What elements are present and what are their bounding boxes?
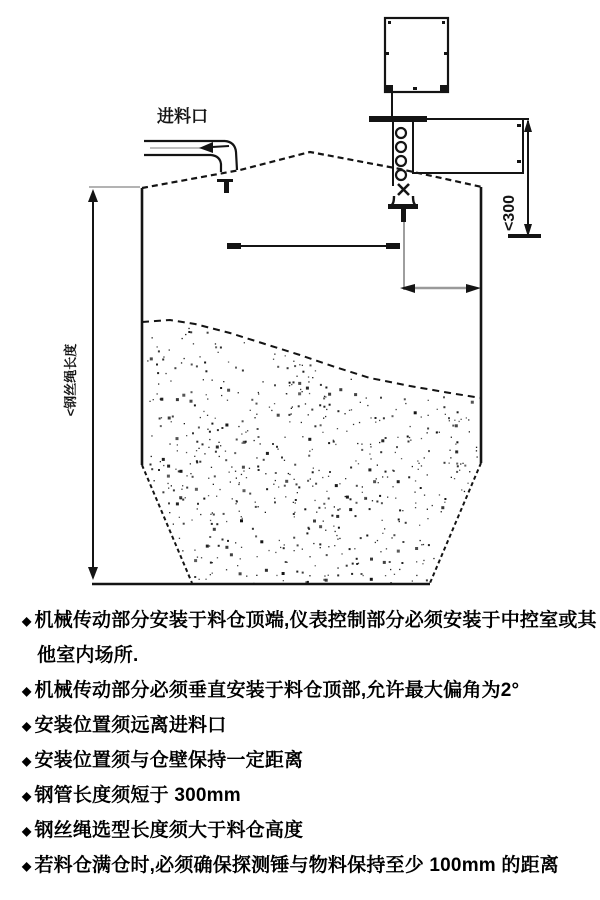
wire-rope-chain — [396, 128, 406, 180]
roof-section-block — [413, 119, 523, 173]
note-line — [22, 848, 600, 883]
note-line — [22, 743, 600, 778]
note-text: 钢管长度须短于 300mm — [34, 785, 241, 806]
control-box-screw-marks — [385, 21, 448, 91]
note-line — [22, 778, 600, 813]
material-fill — [142, 320, 481, 584]
probe-wall-dimension — [400, 284, 481, 293]
silo-roof-line — [142, 152, 482, 188]
control-box — [385, 18, 448, 92]
bullet-diamond-icon: ◆ — [22, 684, 32, 698]
note-line — [22, 673, 600, 708]
bullet-diamond-icon: ◆ — [22, 859, 32, 873]
rope-length-dimension — [63, 187, 140, 580]
bullet-diamond-icon: ◆ — [22, 614, 32, 628]
inlet-bend-inner — [211, 155, 221, 172]
pipe-length-dimension — [501, 119, 541, 238]
material-surface-line — [142, 320, 481, 398]
material-stipple-texture — [147, 328, 478, 584]
feed-inlet — [144, 106, 237, 193]
hopper-right-slope — [430, 463, 481, 583]
note-text: 机械传动部分安装于料仓顶端,仪表控制部分必须安装于中控室或其 — [34, 610, 597, 631]
note-text: 机械传动部分必须垂直安装于料仓顶部,允许最大偏角为2° — [34, 680, 520, 701]
bullet-diamond-icon: ◆ — [22, 719, 32, 733]
notes-list — [22, 603, 600, 883]
note-line — [22, 603, 600, 638]
bullet-diamond-icon: ◆ — [22, 754, 32, 768]
inlet-nozzle-mark — [217, 179, 233, 193]
feed-inlet-label: 进料口 — [157, 107, 208, 126]
bullet-diamond-icon: ◆ — [22, 824, 32, 838]
note-line — [22, 638, 600, 673]
pipe-length-dim-label: <300 — [501, 194, 518, 232]
note-text: 安装位置须与仓壁保持一定距离 — [34, 750, 304, 771]
note-text: 安装位置须远离进料口 — [34, 715, 227, 736]
rope-length-dim-label: <钢丝绳长度 — [63, 343, 78, 417]
rope-knot — [398, 184, 409, 195]
flow-arrow-icon — [199, 142, 229, 153]
note-line — [22, 708, 600, 743]
probe-hammer — [388, 196, 418, 222]
note-text: 若料仓满仓时,必须确保探测锤与物料保持至少 100mm 的距离 — [34, 855, 559, 876]
note-text: 钢丝绳选型长度须大于料仓高度 — [34, 820, 304, 841]
note-line — [22, 813, 600, 848]
bullet-diamond-icon: ◆ — [22, 789, 32, 803]
note-text: 他室内场所. — [37, 645, 139, 666]
